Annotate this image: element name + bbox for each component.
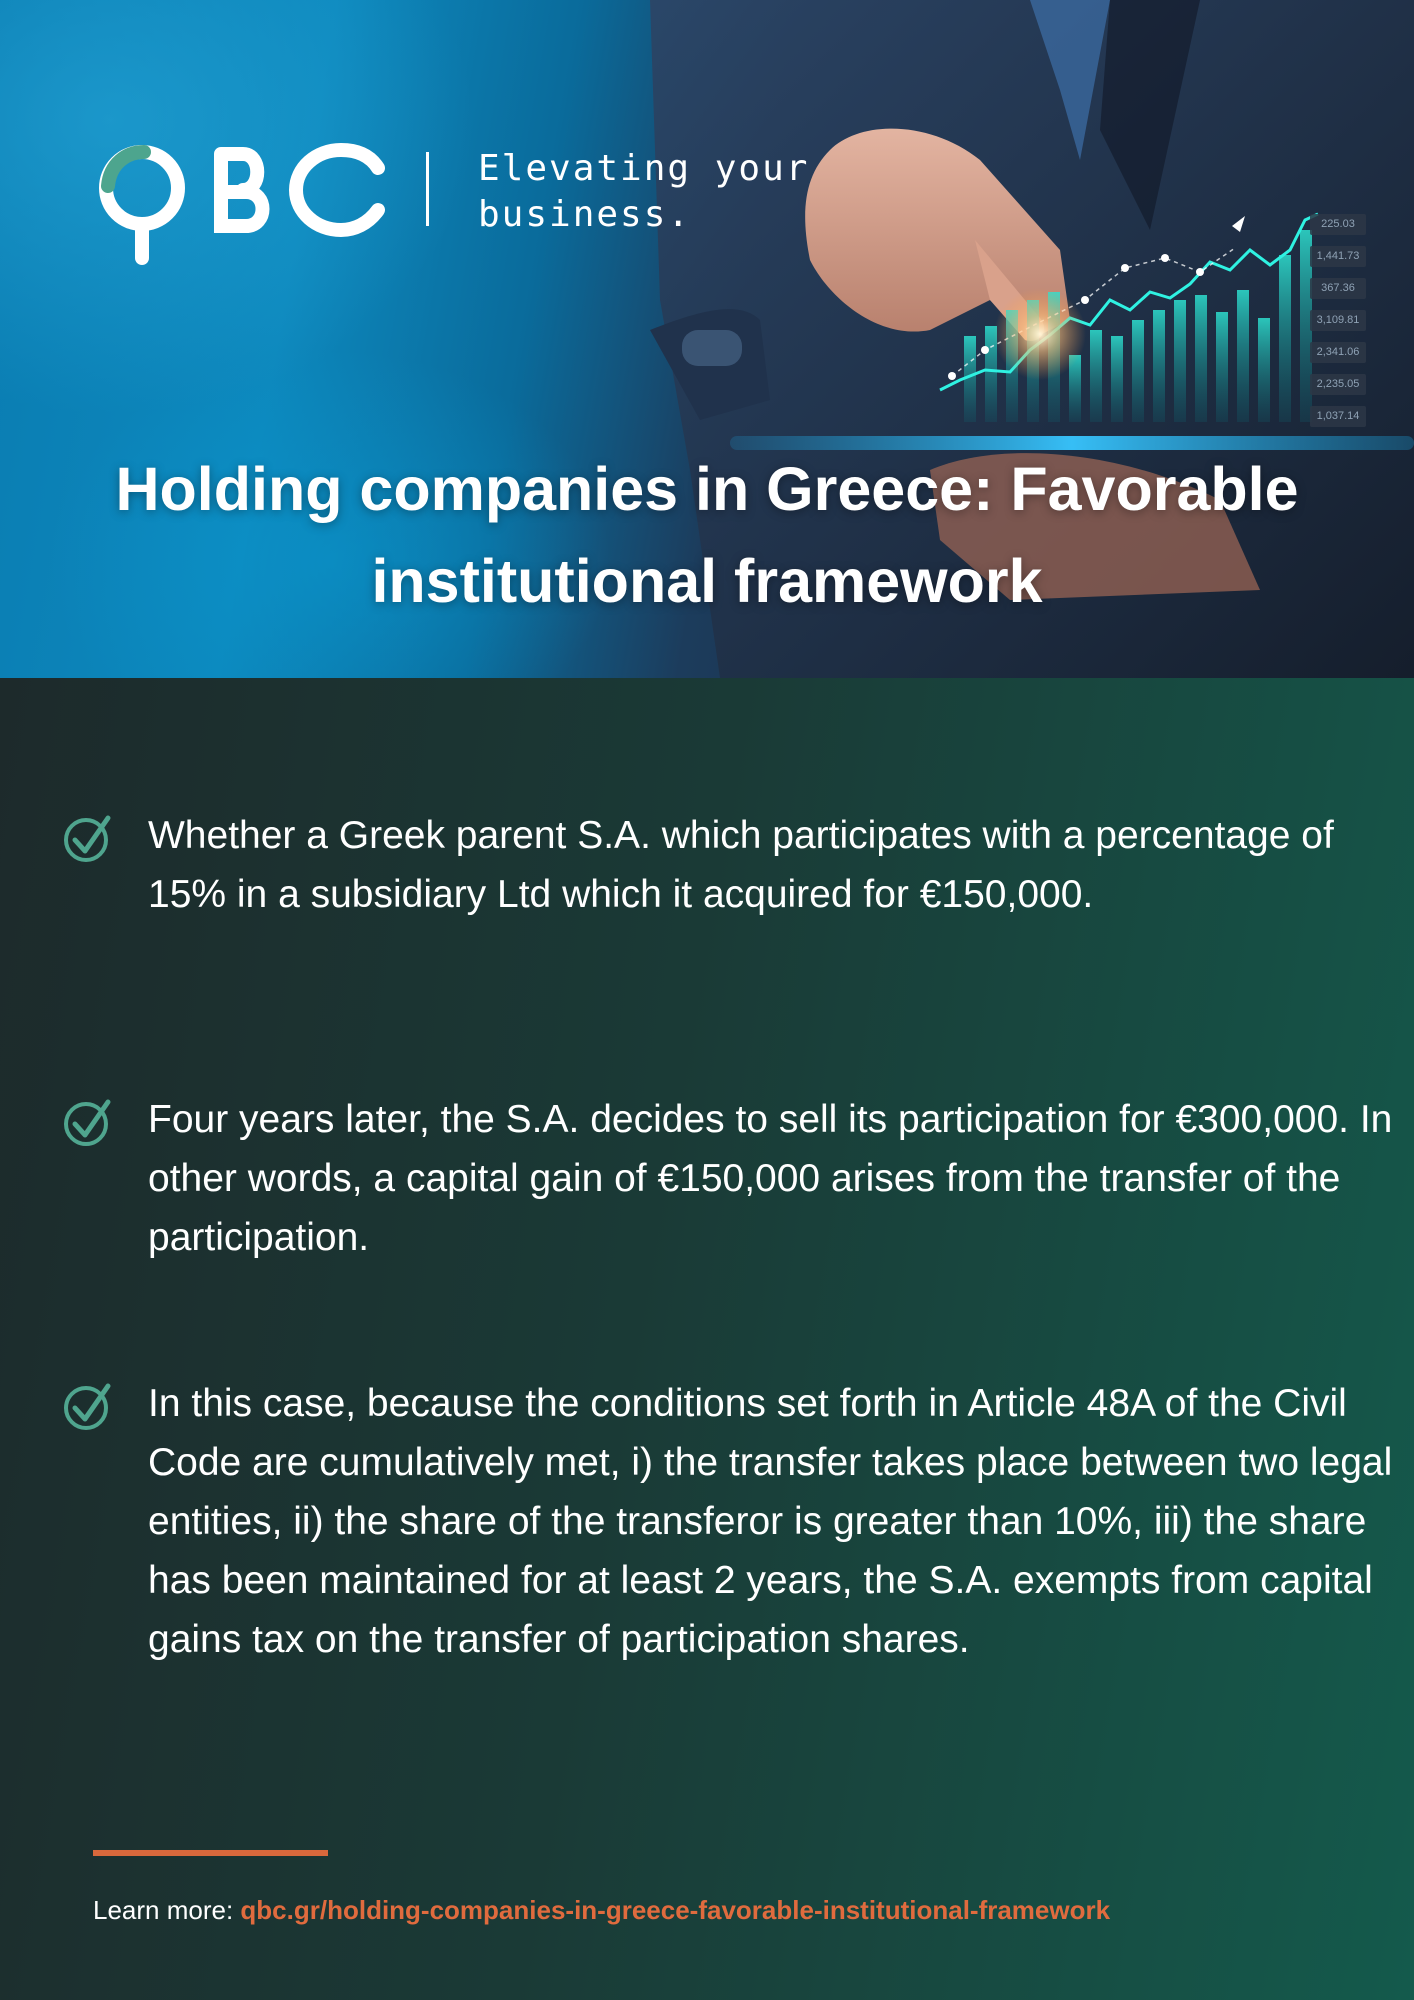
accent-divider (93, 1850, 328, 1856)
hero-chart-tick-labels (1310, 214, 1366, 438)
hero-chart-tick-label: 2,341.06 (1310, 342, 1366, 363)
hero-banner (0, 0, 1414, 678)
page-title: Holding companies in Greece: Favorable institutional framework (115, 455, 1299, 615)
check-circle-icon (60, 1378, 116, 1434)
list-item-text: In this case, because the conditions set forth in Article 48A of the Civil Code are cumulatively met, i) the transfer takes place between two legal entities, ii) the share of the transferor is greater than 10%, iii) the share has been maintained for at least 2 years, the S.A. exempts from capital gains tax on the transfer of participation shares. (148, 1382, 1393, 1661)
content-panel (0, 678, 1414, 2000)
hero-chart-tick-label: 1,037.14 (1310, 406, 1366, 427)
learn-more-label: Learn more: (93, 1895, 241, 1925)
hero-chart-tick-label: 1,441.73 (1310, 246, 1366, 267)
check-circle-icon (60, 1094, 116, 1150)
learn-more-link[interactable]: qbc.gr/holding-companies-in-greece-favorable-institutional-framework (240, 1895, 1111, 1925)
hero-chart-tick-label: 225.03 (1310, 214, 1366, 235)
hero-chart-tick-label: 2,235.05 (1310, 374, 1366, 395)
hero-chart-tick-label: 367.36 (1310, 278, 1366, 299)
hero-chart-tick-label: 3,109.81 (1310, 310, 1366, 331)
logo-divider (426, 152, 429, 226)
brand-tagline: Elevating your business. (478, 148, 810, 235)
qbc-logo (96, 140, 396, 265)
learn-more (93, 1892, 1110, 1928)
list-item-text: Four years later, the S.A. decides to sell its participation for €300,000. In other words, a capital gain of €150,000 arises from the transfer of the participation. (148, 1098, 1393, 1259)
list-item-text: Whether a Greek parent S.A. which participates with a percentage of 15% in a subsidiary Ltd which it acquired for €150,000. (148, 814, 1334, 916)
check-circle-icon (60, 810, 116, 866)
